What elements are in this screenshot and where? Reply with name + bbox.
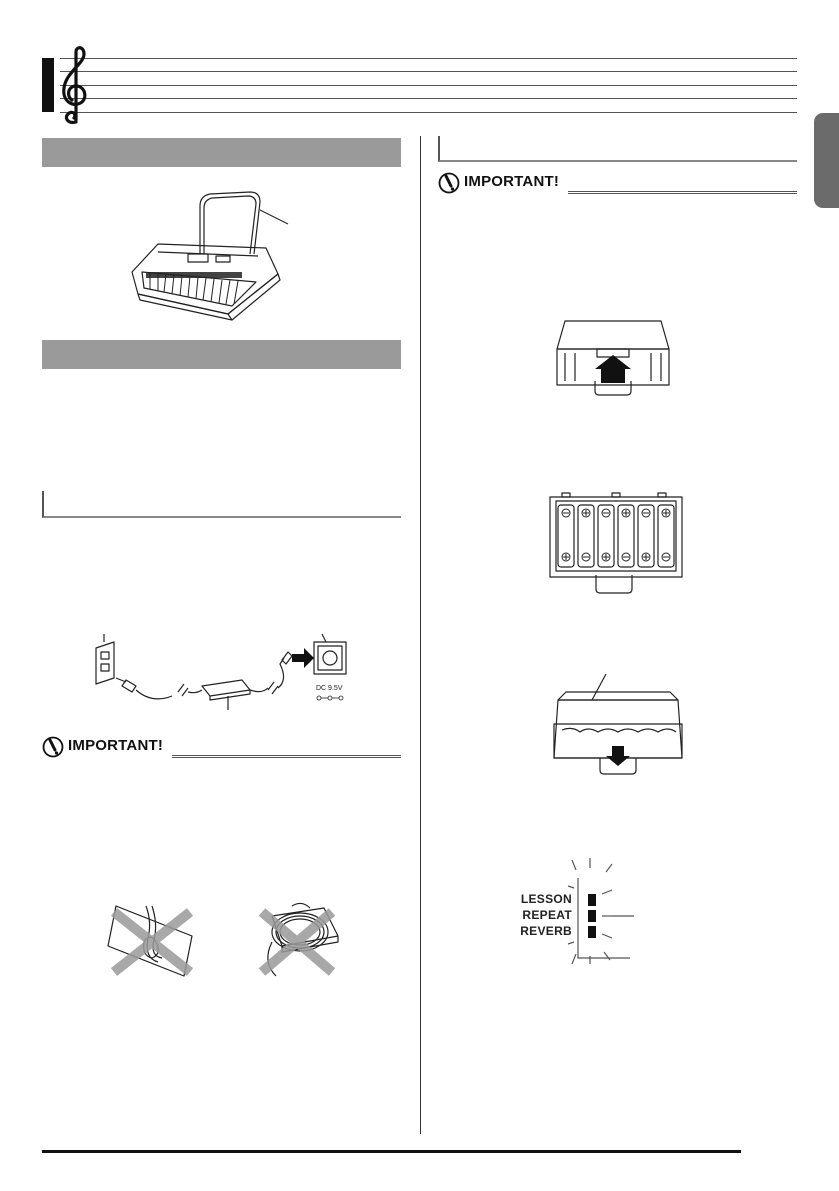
caution-icon	[438, 172, 460, 194]
footer-rule	[42, 1150, 741, 1153]
subsection-heading	[438, 136, 797, 162]
led-blinking-icon	[568, 858, 644, 964]
treble-clef-icon	[58, 44, 94, 126]
staff-line	[60, 58, 797, 59]
section-header-bar	[42, 340, 401, 369]
subsection-heading	[42, 491, 401, 518]
ac-adaptor-connection-illustration	[92, 634, 364, 714]
staff-line	[60, 98, 797, 99]
important-notice-heading	[42, 736, 401, 758]
important-label: IMPORTANT!	[464, 173, 560, 190]
staff-line	[60, 85, 797, 86]
staff-line	[60, 112, 797, 113]
section-header-bar	[42, 138, 401, 167]
heading-rule	[568, 191, 797, 194]
led-label-repeat: REPEAT	[522, 908, 572, 922]
led-label-reverb: REVERB	[520, 924, 572, 938]
staff-line	[60, 71, 797, 72]
important-label: IMPORTANT!	[68, 737, 164, 754]
jack-voltage-label: DC 9.5V	[316, 685, 343, 692]
staff-bar	[42, 58, 54, 112]
no-bend-cord-illustration	[106, 902, 198, 978]
heading-rule	[172, 755, 401, 758]
important-notice-heading	[438, 172, 797, 194]
battery-cover-close-illustration	[552, 672, 684, 776]
keyboard-music-stand-illustration	[128, 182, 293, 320]
led-label-lesson: LESSON	[520, 892, 572, 906]
no-wrap-cord-illustration	[252, 902, 344, 978]
battery-cover-open-illustration	[555, 319, 671, 397]
chapter-tab	[814, 113, 839, 208]
batteries-inserted-illustration	[548, 493, 684, 595]
caution-icon	[42, 736, 64, 758]
column-divider	[420, 136, 421, 1134]
